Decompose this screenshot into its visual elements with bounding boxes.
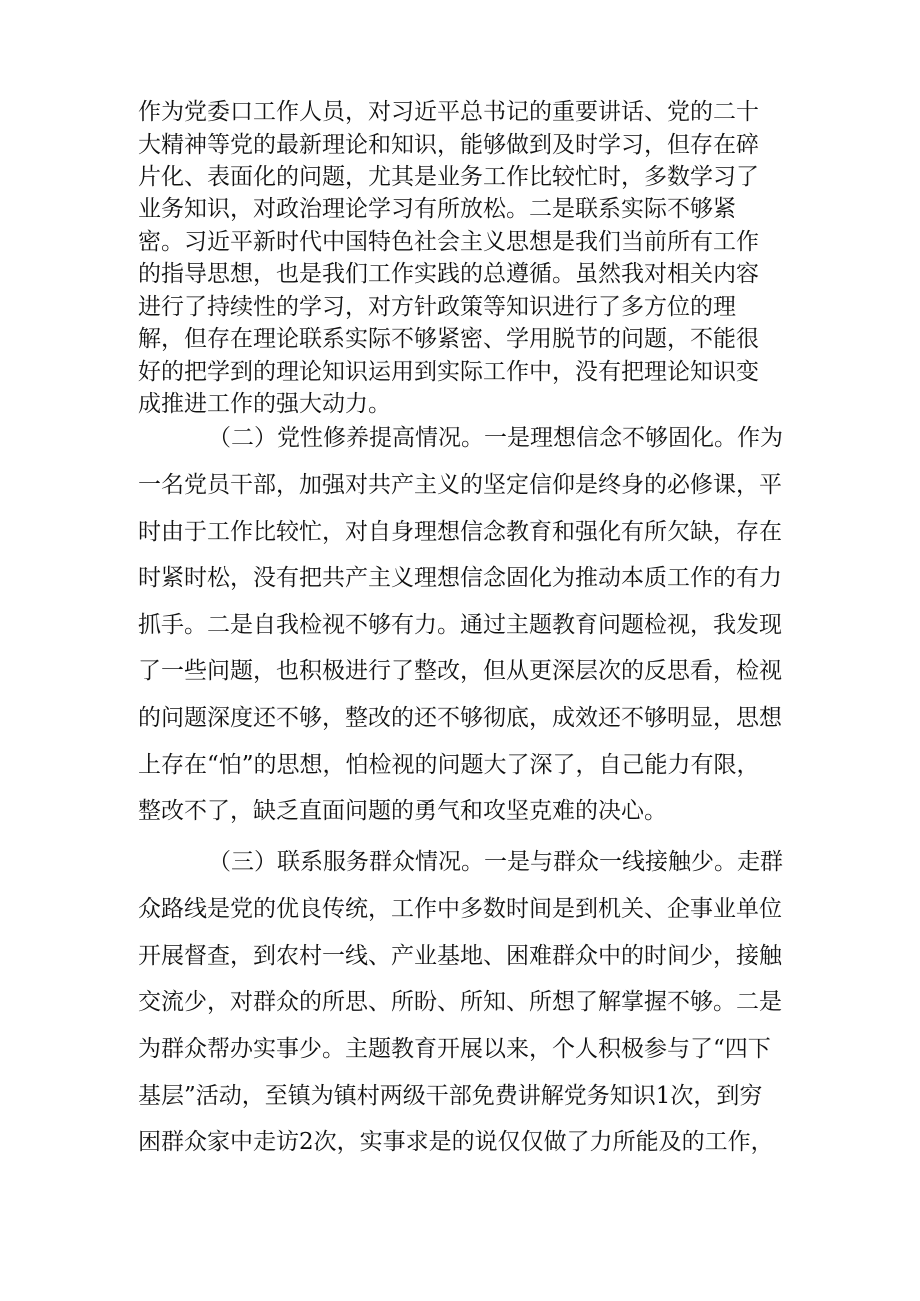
paragraph-line: 片化、表面化的问题，尤其是业务工作比较忙时，多数学习了 [138,164,759,190]
paragraph-line: 整改不了，缺乏直面问题的勇气和攻坚克难的决心。 [138,798,667,824]
paragraph-line: （二）党性修养提高情况。一是理想信念不够固化。作为 [208,425,783,451]
paragraph-line: 好的把学到的理论知识运用到实际工作中，没有把理论知识变 [138,359,759,385]
paragraph-line: 了一些问题，也积极进行了整改，但从更深层次的反思看，检视 [138,658,782,684]
paragraph-line: 上存在“怕”的思想，怕检视的问题大了深了，自己能力有限， [138,752,760,778]
paragraph-line: 开展督查，到农村一线、产业基地、困难群众中的时间少，接触 [138,943,782,969]
paragraph-line: （三）联系服务群众情况。一是与群众一线接触少。走群 [208,849,783,875]
paragraph-line: 为群众帮办实事少。主题教育开展以来，个人积极参与了“四下 [138,1036,771,1062]
paragraph-line: 大精神等党的最新理论和知识，能够做到及时学习，但存在碎 [138,132,759,158]
paragraph-line: 作为党委口工作人员，对习近平总书记的重要讲话、党的二十 [138,99,759,125]
paragraph-line: 众路线是党的优良传统，工作中多数时间是到机关、企事业单位 [138,896,782,922]
paragraph-line: 密。习近平新时代中国特色社会主义思想是我们当前所有工作 [138,229,759,255]
paragraph-line: 交流少，对群众的所思、所盼、所知、所想了解掌握不够。二是 [138,989,782,1015]
paragraph-line: 基层”活动，至镇为镇村两级干部免费讲解党务知识1次，到穷 [138,1083,763,1109]
paragraph-line: 解，但存在理论联系实际不够紧密、学用脱节的问题，不能很 [138,326,759,352]
paragraph-line: 困群众家中走访2次，实事求是的说仅仅做了力所能及的工作， [138,1129,774,1155]
paragraph-line: 时由于工作比较忙，对自身理想信念教育和强化有所欠缺，存在 [138,519,782,545]
paragraph-line: 的问题深度还不够，整改的还不够彻底，成效还不够明显，思想 [138,705,782,731]
paragraph-line: 业务知识，对政治理论学习有所放松。二是联系实际不够紧 [138,196,736,222]
paragraph-line: 时紧时松，没有把共产主义理想信念固化为推动本质工作的有力 [138,565,782,591]
paragraph-line: 进行了持续性的学习，对方针政策等知识进行了多方位的理 [138,294,736,320]
paragraph-line: 抓手。二是自我检视不够有力。通过主题教育问题检视，我发现 [138,612,782,638]
paragraph-line: 一名党员干部，加强对共产主义的坚定信仰是终身的必修课，平 [138,472,782,498]
paragraph-line: 的指导思想，也是我们工作实践的总遵循。虽然我对相关内容 [138,261,759,287]
paragraph-line: 成推进工作的强大动力。 [138,391,391,417]
